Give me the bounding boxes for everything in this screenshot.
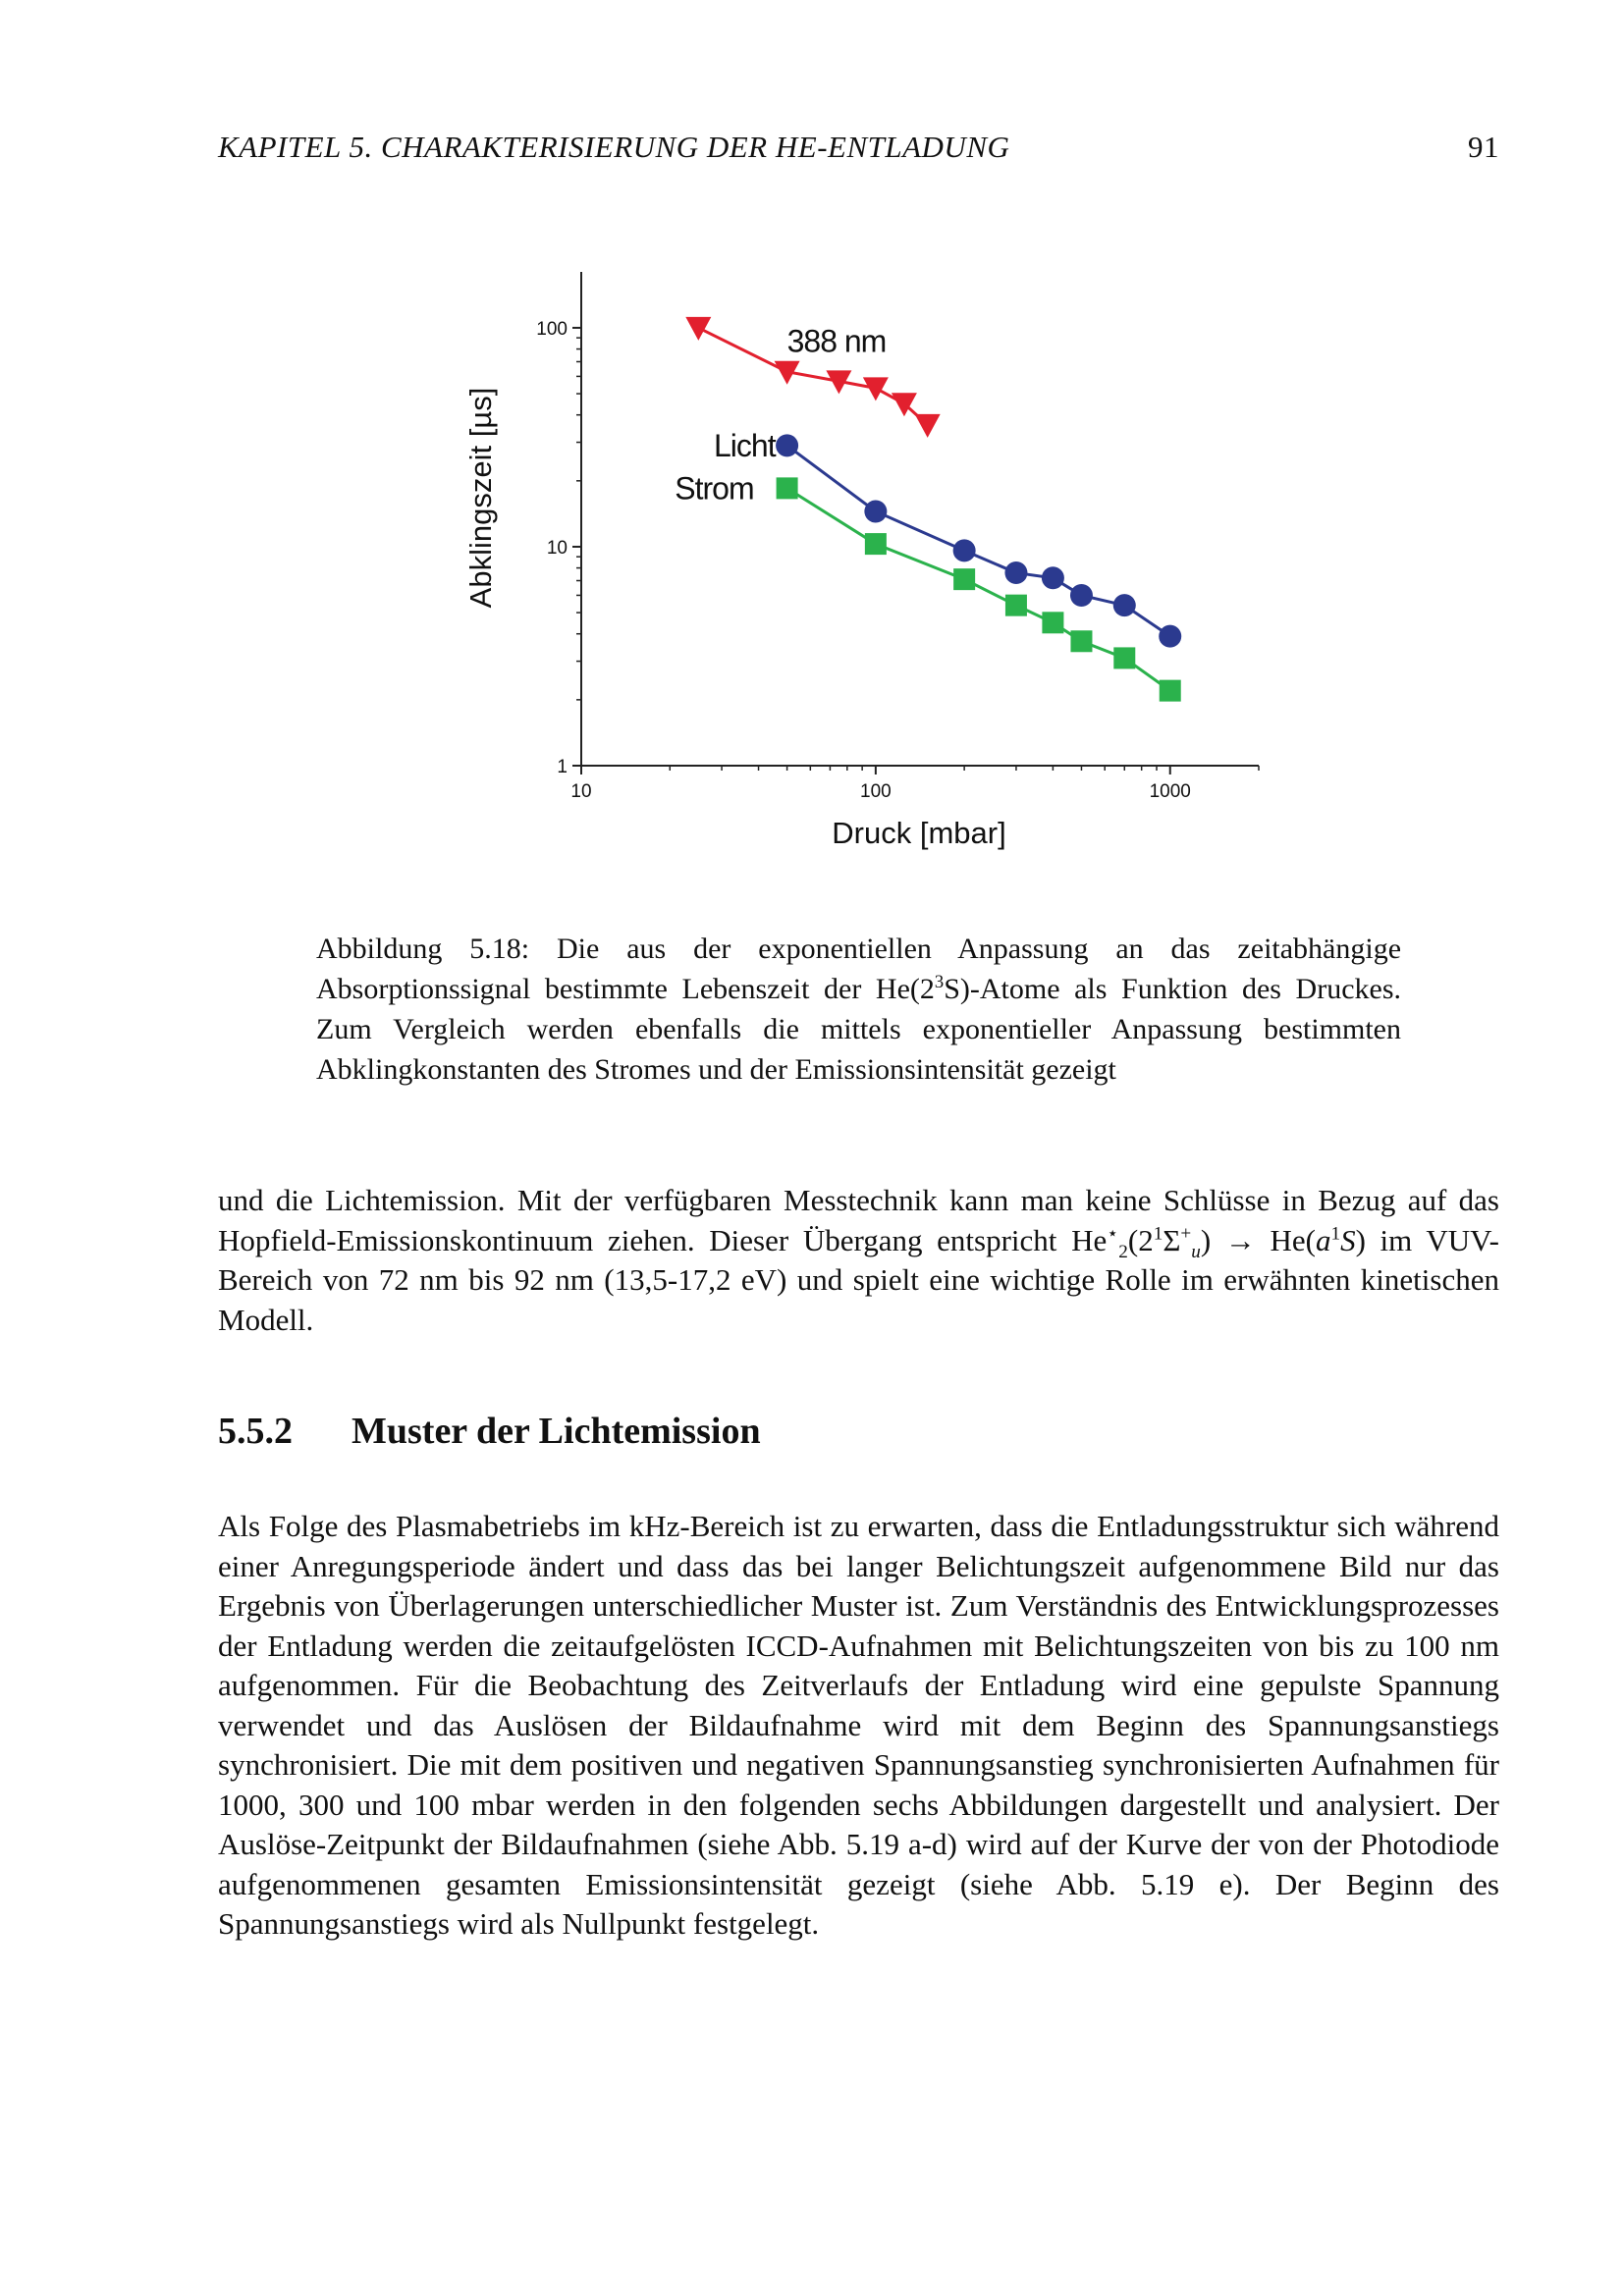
chart-svg (452, 257, 1267, 866)
data-point-square (1005, 595, 1027, 616)
data-point-square (953, 568, 975, 590)
p1-text-b: ) im VUV-Bereich von 72 nm bis 92 nm (13,5-17,2 eV) und spielt eine wichtige Rolle im erwähnten kinetischen Modell. (218, 1222, 1500, 1337)
p1-text-a: und die Lichtemission. Mit der verfügbaren Messtechnik kann man keine Schlüsse in Bezug auf das Hopfield-Emissionskontinuum ziehen. Dieser Übergang entspricht He (218, 1183, 1499, 1257)
y-tick-label: 10 (546, 537, 568, 559)
state-close: ) → (1200, 1222, 1256, 1257)
data-point-circle (864, 500, 887, 522)
y-axis-label: Abklingszeit [µs] (463, 387, 498, 609)
data-point-circle (1042, 566, 1064, 589)
caption-label: Abbildung 5.18: (316, 933, 530, 965)
data-point-square (777, 477, 798, 499)
data-point-square (865, 533, 887, 555)
chart-series (675, 317, 1181, 702)
sigma-symbol: Σ (1163, 1222, 1181, 1257)
series-line-licht (787, 446, 1170, 636)
data-point-square (1113, 647, 1135, 668)
he-subscript: 2 (1118, 1241, 1128, 1262)
chapter-title: KAPITEL 5. CHARAKTERISIERUNG DER HE-ENTLADUNG (218, 130, 1010, 164)
x-tick-label: 10 (570, 781, 592, 802)
x-tick-label: 1000 (1149, 781, 1191, 802)
a-letter: a (1315, 1222, 1331, 1257)
data-point-square (1160, 680, 1181, 702)
series-label: 388 nm (786, 323, 887, 359)
chart-axes (536, 272, 1259, 802)
x-tick-label: 100 (860, 781, 892, 802)
he-a-open: He( (1270, 1222, 1316, 1257)
decay-time-chart (452, 257, 1267, 866)
a-superscript: 1 (1330, 1223, 1341, 1245)
data-point-circle (1070, 584, 1093, 607)
he-superscript: ⋆ (1107, 1223, 1119, 1245)
data-point-square (1070, 630, 1092, 652)
caption-text-b: S)-Atome als Funktion des Druckes. Zum Vergleich werden ebenfalls die mittels exponentieller Anpassung bestimmten Abklingkonstanten des Stromes und der Emissionsintensität gezeigt (316, 973, 1401, 1086)
data-point-circle (1159, 625, 1181, 648)
data-point-triangle (915, 414, 941, 438)
data-point-triangle (685, 317, 711, 341)
sigma-subscript: u (1191, 1241, 1201, 1262)
data-point-circle (1113, 594, 1136, 616)
y-tick-label: 100 (536, 318, 568, 340)
paragraph-lichtemission (218, 1181, 1499, 1340)
state-open: (2 (1127, 1222, 1154, 1257)
running-header (218, 130, 1499, 173)
section-title: Muster der Lichtemission (352, 1411, 761, 1452)
series-label: Strom (675, 470, 754, 507)
caption-superscript: 3 (934, 972, 945, 992)
y-tick-label: 1 (557, 757, 568, 777)
section-number: 5.5.2 (218, 1411, 293, 1452)
s-letter: S (1340, 1222, 1356, 1257)
paragraph-muster: Als Folge des Plasmabetriebs im kHz-Bereich ist zu erwarten, dass die Entladungsstruktur sich während einer Anregungsperiode ändert und dass das bei langer Belichtungszeit aufgenommene Bild nur das Ergebnis von Überlagerungen unterschiedlicher Muster ist. Zum Verständnis des Entwicklungsprozesses der Entladung werden die zeitaufgelösten ICCD-Aufnahmen mit Belichtungszeiten von bis zu 100 nm aufgenommen. Für die Beobachtung des Zeitverlaufs der Entladung wird eine gepulste Spannung verwendet und das Auslösen der Bildaufnahme wird mit dem Beginn des Spannungsanstiegs synchronisiert. Die mit dem positiven und negativen Spannungsanstieg synchronisierten Aufnahmen für 1000, 300 und 100 mbar werden in den folgenden sechs Abbildungen dargestellt und analysiert. Der Auslöse-Zeitpunkt der Bildaufnahmen (siehe Abb. 5.19 a-d) wird auf der Kurve der von der Photodiode aufgenommenen gesamten Emissionsintensität gezeigt (siehe Abb. 5.19 e). Der Beginn des Spannungsanstiegs wird als Nullpunkt festgelegt. (218, 1509, 1499, 1941)
page-number: 91 (1468, 130, 1499, 164)
data-point-triangle (863, 377, 889, 400)
state-superscript: 1 (1153, 1223, 1163, 1245)
series-label: Licht (714, 427, 776, 463)
series-line-strom (787, 488, 1170, 690)
data-point-circle (953, 539, 976, 561)
data-point-circle (776, 434, 798, 456)
data-point-circle (1004, 561, 1027, 584)
x-axis-label: Druck [mbar] (832, 816, 1006, 850)
data-point-square (1042, 612, 1063, 633)
section-heading (218, 1410, 1200, 1453)
figure-caption (316, 929, 1401, 1090)
sigma-superscript: + (1180, 1223, 1192, 1245)
caption-text-a: Die aus der exponentiellen Anpassung an das zeitabhängige Absorptionssignal bestimmte Lebenszeit der He(2 (316, 933, 1402, 1005)
